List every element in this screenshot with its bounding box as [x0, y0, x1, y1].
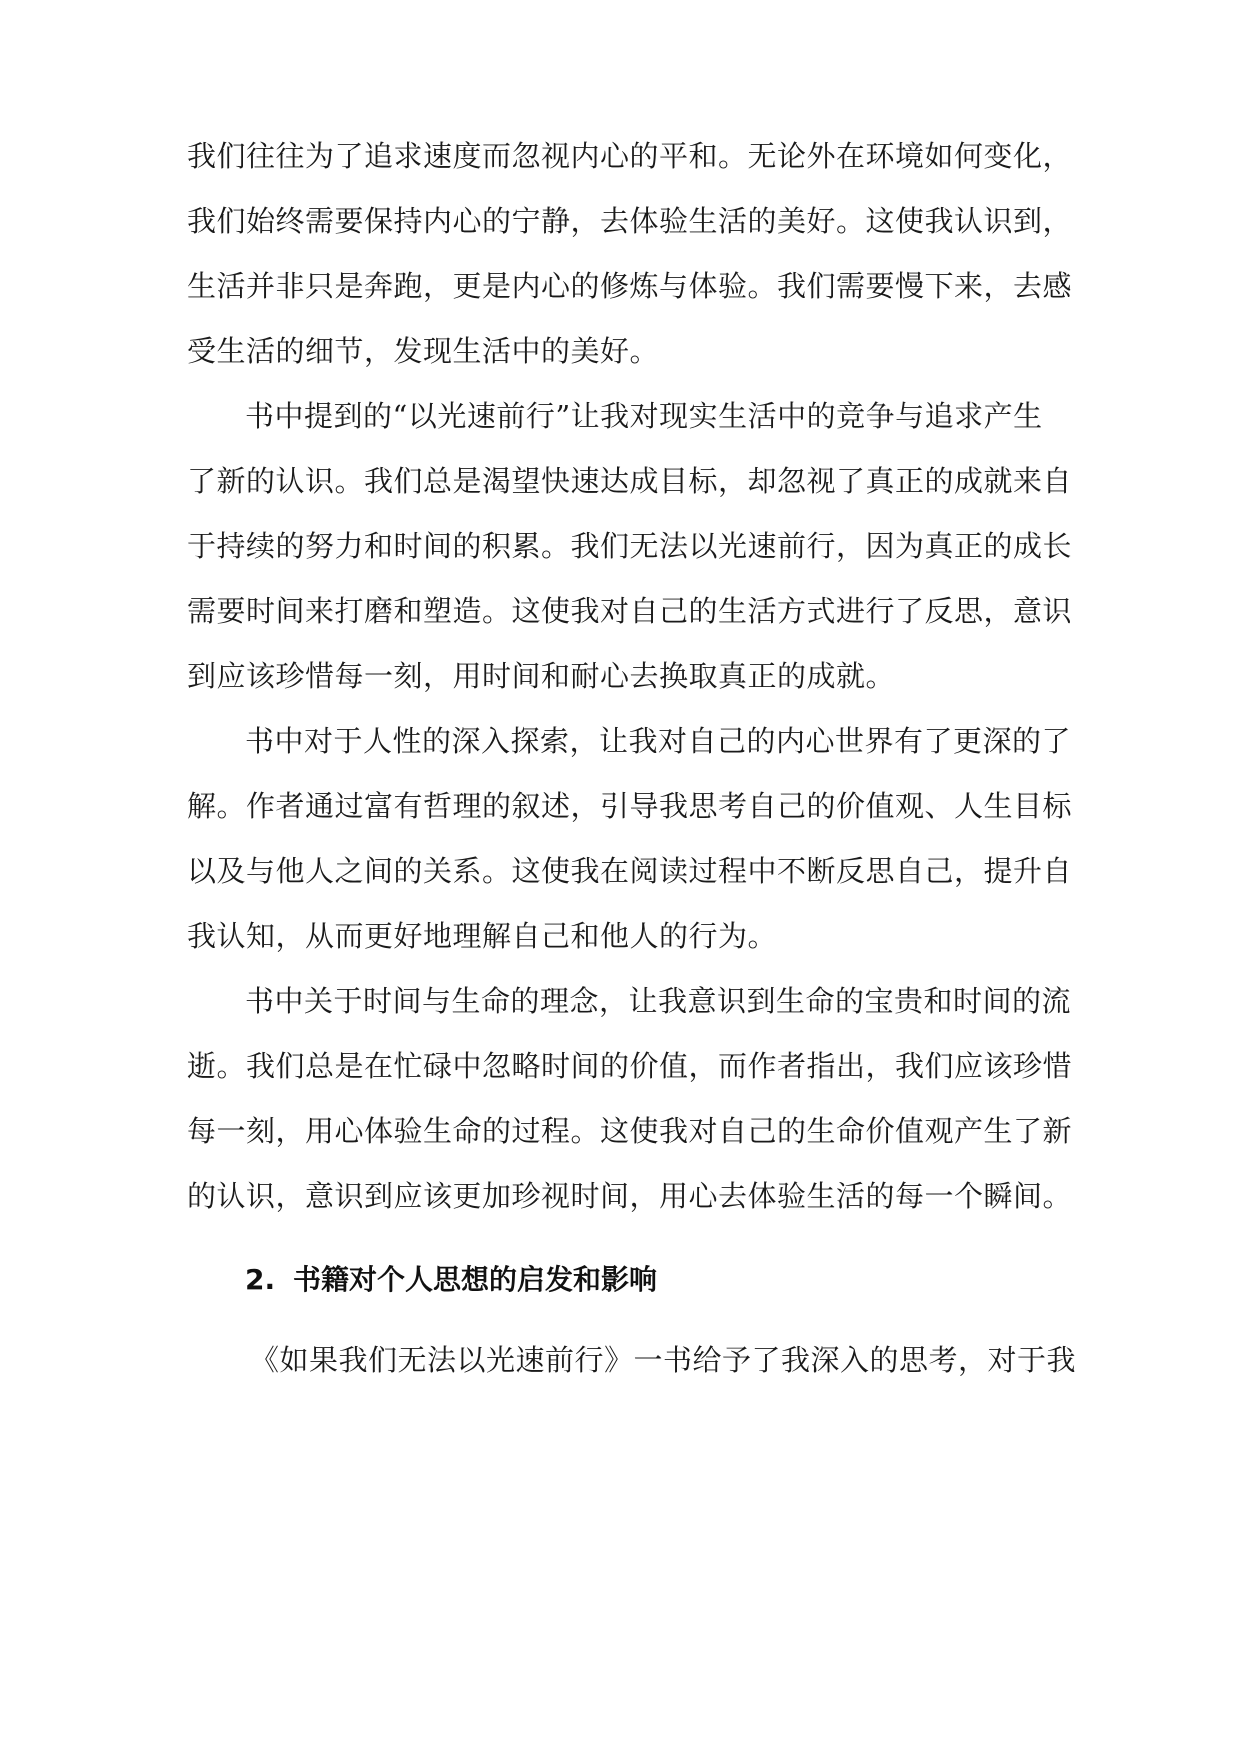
paragraph-line: 我认知，从而更好地理解自己和他人的行为。 [187, 919, 778, 953]
paragraph-line: 书中对于人性的深入探索，让我对自己的内心世界有了更深的了 [245, 724, 1072, 758]
paragraph-line: 的认识，意识到应该更加珍视时间，用心去体验生活的每一个瞬间。 [187, 1179, 1073, 1213]
paragraph-line: 《如果我们无法以光速前行》一书给予了我深入的思考，对于我 [250, 1343, 1077, 1377]
paragraph-line: 受生活的细节，发现生活中的美好。 [187, 334, 660, 368]
section-heading [245, 1260, 657, 1300]
paragraph-line: 以及与他人之间的关系。这使我在阅读过程中不断反思自己，提升自 [187, 854, 1073, 888]
paragraph-line: 于持续的努力和时间的积累。我们无法以光速前行，因为真正的成长 [187, 529, 1073, 563]
paragraph-line: 了新的认识。我们总是渴望快速达成目标，却忽视了真正的成就来自 [187, 464, 1073, 498]
paragraph-line: 解。作者通过富有哲理的叙述，引导我思考自己的价值观、人生目标 [187, 789, 1073, 823]
paragraph-line: 书中关于时间与生命的理念，让我意识到生命的宝贵和时间的流 [245, 984, 1072, 1018]
paragraph-line: 生活并非只是奔跑，更是内心的修炼与体验。我们需要慢下来，去感 [187, 269, 1073, 303]
section-title: 书籍对个人思想的启发和影响 [293, 1263, 658, 1296]
paragraph-line: 每一刻，用心体验生命的过程。这使我对自己的生命价值观产生了新 [187, 1114, 1073, 1148]
paragraph-line: 我们往往为了追求速度而忽视内心的平和。无论外在环境如何变化， [187, 139, 1073, 173]
paragraph-line: 到应该珍惜每一刻，用时间和耐心去换取真正的成就。 [187, 659, 896, 693]
paragraph-line: 逝。我们总是在忙碌中忽略时间的价值，而作者指出，我们应该珍惜 [187, 1049, 1073, 1083]
paragraph-line: 书中提到的“以光速前行”让我对现实生活中的竞争与追求产生 [245, 399, 1043, 433]
section-number: 2. [245, 1263, 276, 1296]
paragraph-line: 需要时间来打磨和塑造。这使我对自己的生活方式进行了反思，意识 [187, 594, 1073, 628]
paragraph-line: 我们始终需要保持内心的宁静，去体验生活的美好。这使我认识到， [187, 204, 1073, 238]
